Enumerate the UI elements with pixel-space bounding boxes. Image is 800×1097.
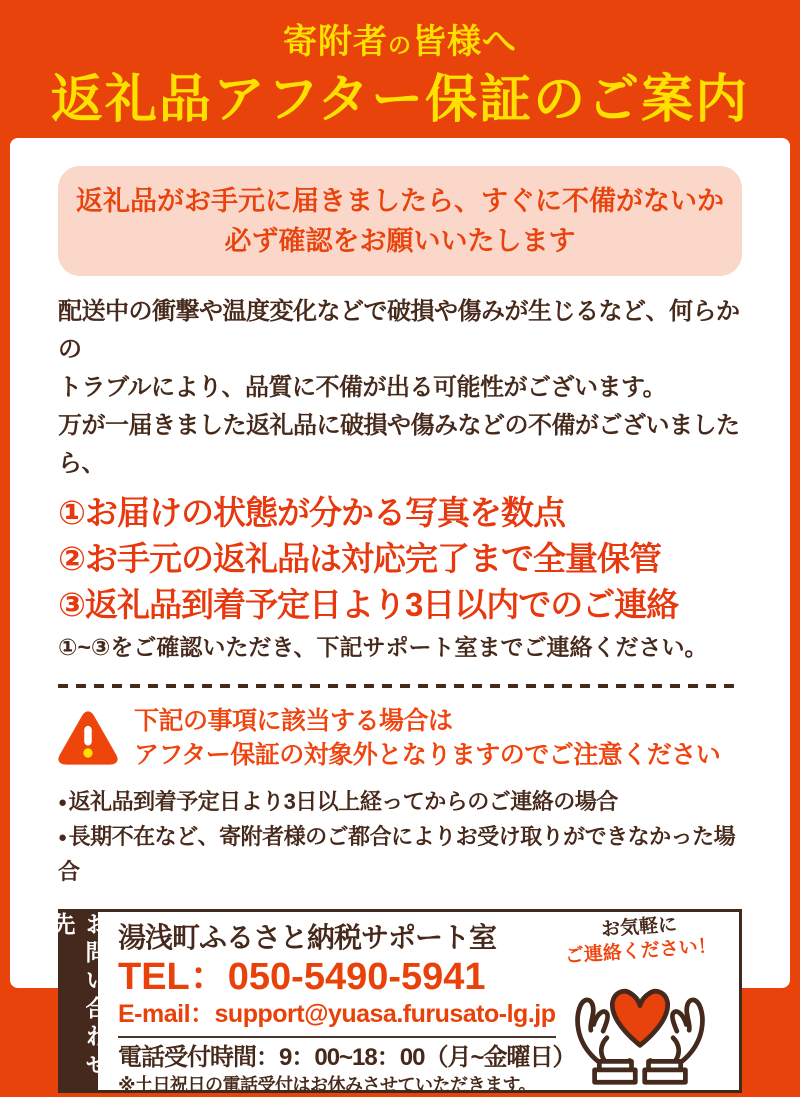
warning-section: [58, 704, 742, 772]
callout-line-2: ご連絡ください！: [564, 935, 718, 968]
warning-triangle-icon: [58, 710, 118, 766]
callout-line-1: お気軽に: [600, 914, 678, 941]
subtitle-text: 寄附者: [283, 23, 388, 61]
step-item-1: ①お届けの状態が分かる写真を数点: [58, 494, 565, 531]
contact-holiday-note: ※土日祝日の電話受付はお休みさせていただきます。: [118, 1075, 537, 1095]
contact-hours: 電話受付時間：9：00~18：00（月~金曜日）: [118, 1044, 576, 1071]
header: [0, 0, 800, 129]
warning-text: [134, 704, 720, 772]
contact-divider: [118, 1036, 556, 1038]
body-line-2: トラブルにより、品質に不備が出る可能性がございます。: [58, 374, 667, 401]
subtitle-particle: の: [388, 32, 412, 58]
notice-line-2: 必ず確認をお願いいたします: [224, 226, 576, 256]
bullet-item-2: [58, 820, 742, 889]
bullet-dot: ●: [58, 794, 67, 811]
contact-email-address: E-mail：support@yuasa.furusato-lg.jp: [118, 1000, 556, 1028]
bullet-list: [58, 785, 742, 889]
step-item-3: ③返礼品到着予定日より3日以内でのご連絡: [58, 586, 679, 623]
page-title: 返礼品アフター保証のご案内: [50, 71, 750, 129]
notice-box: [58, 166, 742, 276]
hands-holding-heart-icon: [547, 964, 733, 1086]
contact-org-name: 湯浅町ふるさと納税サポート室: [118, 922, 497, 953]
body-paragraph: [58, 293, 742, 483]
dashed-divider: [58, 684, 742, 688]
bullet-item-1: [58, 785, 742, 820]
bullet-text-1: 返礼品到着予定日より3日以上経ってからのご連絡の場合: [68, 789, 618, 814]
bullet-text-2: 長期不在など、寄附者様のご都合によりお受け取りができなかった場合: [58, 824, 736, 884]
body-line-1: 配送中の衝撃や温度変化などで破損や傷みが生じるなど、何らかの: [58, 298, 740, 363]
content-panel: [10, 138, 790, 1095]
callout-text: [546, 910, 735, 971]
warning-line-2: アフター保証の対象外となりますのでご注意ください: [134, 741, 721, 769]
contact-sidebar-label: お問い合わせ先: [61, 912, 98, 1090]
header-subtitle: [0, 22, 800, 65]
follow-up-text: ①~③をご確認いただき、下記サポート室までご連絡ください。: [58, 634, 708, 660]
notice-line-1: 返礼品がお手元に届きましたら、すぐに不備がないか: [76, 186, 724, 216]
step-item-2: ②お手元の返礼品は対応完了まで全量保管: [58, 540, 661, 577]
contact-phone-number: TEL：050-5490-5941: [118, 956, 486, 998]
body-line-3: 万が一届きました返礼品に破損や傷みなどの不備がございましたら、: [58, 412, 740, 477]
bullet-dot: ●: [58, 829, 67, 846]
subtitle-text-2: 皆様へ: [412, 23, 517, 61]
contact-illustration: [547, 916, 733, 1086]
step-list: [58, 490, 742, 628]
warning-line-1: 下記の事項に該当する場合は: [134, 707, 453, 735]
contact-box: [49, 909, 742, 1095]
